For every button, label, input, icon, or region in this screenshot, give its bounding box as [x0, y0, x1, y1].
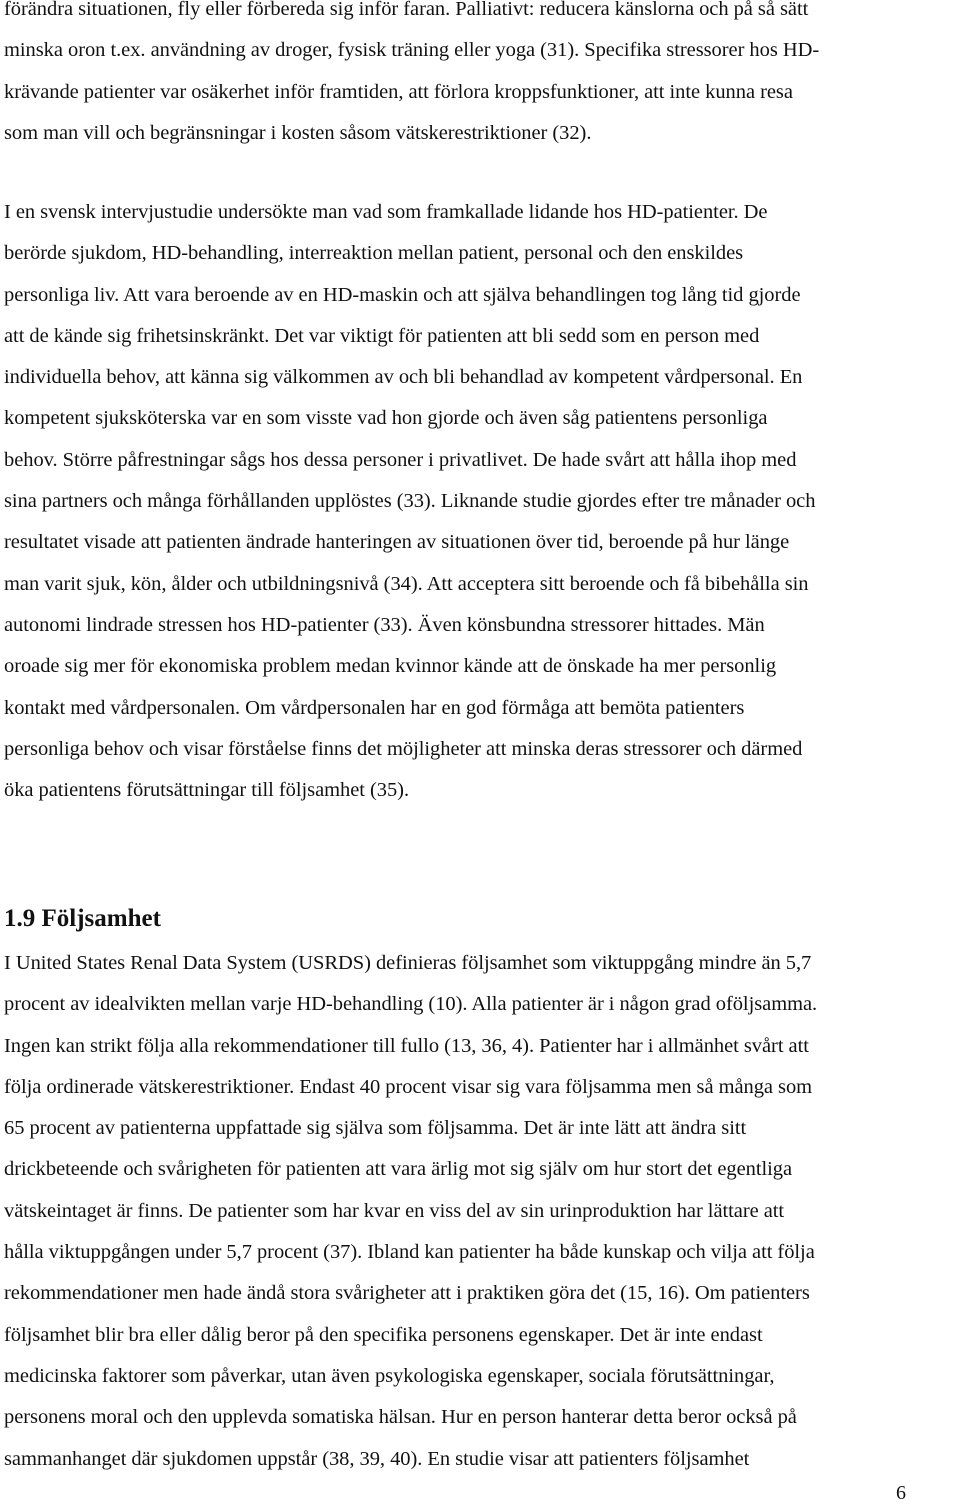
text-line: I en svensk intervjustudie undersökte man vad som framkallade lidande hos HD-patienter. De: [4, 201, 768, 223]
text-line: individuella behov, att känna sig välkommen av och bli behandlad av kompetent vårdpersonal. En: [4, 366, 803, 389]
text-line: kontakt med vårdpersonalen. Om vårdpersonalen har en god förmåga att bemöta patienters: [4, 696, 745, 719]
text-line: autonomi lindrade stressen hos HD-patienter (33). Även könsbundna stressorer hittades. Män: [4, 613, 765, 636]
text-line: 65 procent av patienterna uppfattade sig själva som följsamma. Det är inte lätt att ändra sitt: [4, 1117, 747, 1140]
text-line: krävande patienter var osäkerhet inför framtiden, att förlora kroppsfunktioner, att inte kunna resa: [4, 80, 793, 103]
text-line: rekommendationer men hade ändå stora svårigheter att i praktiken göra det (15, 16). Om patienters: [4, 1282, 810, 1305]
text-line: sina partners och många förhållanden upplöstes (33). Liknande studie gjordes efter tre månader och: [4, 490, 816, 513]
text-line: som man vill och begränsningar i kosten såsom vätskerestriktioner (32).: [4, 121, 592, 144]
text-line: Ingen kan strikt följa alla rekommendationer till fullo (13, 36, 4). Patienter har i allmänhet svårt att: [4, 1034, 809, 1057]
text-line: resultatet visade att patienten ändrade hanteringen av situationen över tid, beroende på hur länge: [4, 531, 790, 554]
text-line: berörde sjukdom, HD-behandling, interreaktion mellan patient, personal och den enskildes: [4, 242, 744, 265]
text-line: följa ordinerade vätskerestriktioner. Endast 40 procent visar sig vara följsamma men så många som: [4, 1075, 813, 1098]
text-line: följsamhet blir bra eller dålig beror på den specifika personens egenskaper. Det är inte endast: [4, 1323, 763, 1346]
paragraph-stress-coping: [4, 0, 954, 154]
text-line: personliga behov och visar förståelse finns det möjligheter att minska deras stressorer och därmed: [4, 737, 803, 760]
text-line: öka patientens förutsättningar till följsamhet (35).: [4, 779, 410, 802]
text-line: minska oron t.ex. användning av droger, fysisk träning eller yoga (31). Specifika stressorer hos HD-: [4, 39, 820, 62]
paragraph-adherence: [4, 943, 954, 1480]
text-line: vätskeintaget är finns. De patienter som har kvar en viss del av sin urinproduktion har lättare att: [4, 1199, 785, 1222]
text-line: drickbeteende och svårigheten för patienten att vara ärlig mot sig själv om hur stort det egentliga: [4, 1158, 793, 1181]
text-line: oroade sig mer för ekonomiska problem medan kvinnor kände att de önskade ha mer personlig: [4, 655, 777, 678]
text-line: behov. Större påfrestningar sågs hos dessa personer i privatlivet. De hade svårt att hålla ihop med: [4, 448, 797, 471]
page-number: 6: [896, 1482, 906, 1504]
text-line: personens moral och den upplevda somatiska hälsan. Hur en person hanterar detta beror också på: [4, 1406, 797, 1429]
text-line: hålla viktuppgången under 5,7 procent (37). Ibland kan patienter ha både kunskap och vilja att följa: [4, 1241, 815, 1264]
text-line: förändra situationen, fly eller förbereda sig inför faran. Palliativt: reducera känslorna och på så sätt: [4, 0, 809, 20]
section-heading: 1.9 Följsamhet: [4, 905, 161, 932]
text-line: personliga liv. Att vara beroende av en HD-maskin och att själva behandlingen tog lång tid gjorde: [4, 283, 801, 306]
text-line: I United States Renal Data System (USRDS) definieras följsamhet som viktuppgång mindre än 5,7: [4, 952, 812, 974]
text-line: medicinska faktorer som påverkar, utan även psykologiska egenskaper, sociala förutsättningar,: [4, 1364, 775, 1387]
text-line: man varit sjuk, kön, ålder och utbildningsnivå (34). Att acceptera sitt beroende och få bibehålla sin: [4, 572, 809, 595]
text-line: sammanhanget där sjukdomen uppstår (38, 39, 40). En studie visar att patienters följsamhet: [4, 1447, 750, 1470]
paragraph-interview-study: [4, 192, 954, 811]
text-line: att de kände sig frihetsinskränkt. Det var viktigt för patienten att bli sedd som en person med: [4, 324, 760, 347]
text-line: procent av idealvikten mellan varje HD-behandling (10). Alla patienter är i någon grad oföljsamma.: [4, 993, 818, 1016]
text-line: kompetent sjuksköterska var en som visste vad hon gjorde och även såg patientens personliga: [4, 407, 768, 430]
